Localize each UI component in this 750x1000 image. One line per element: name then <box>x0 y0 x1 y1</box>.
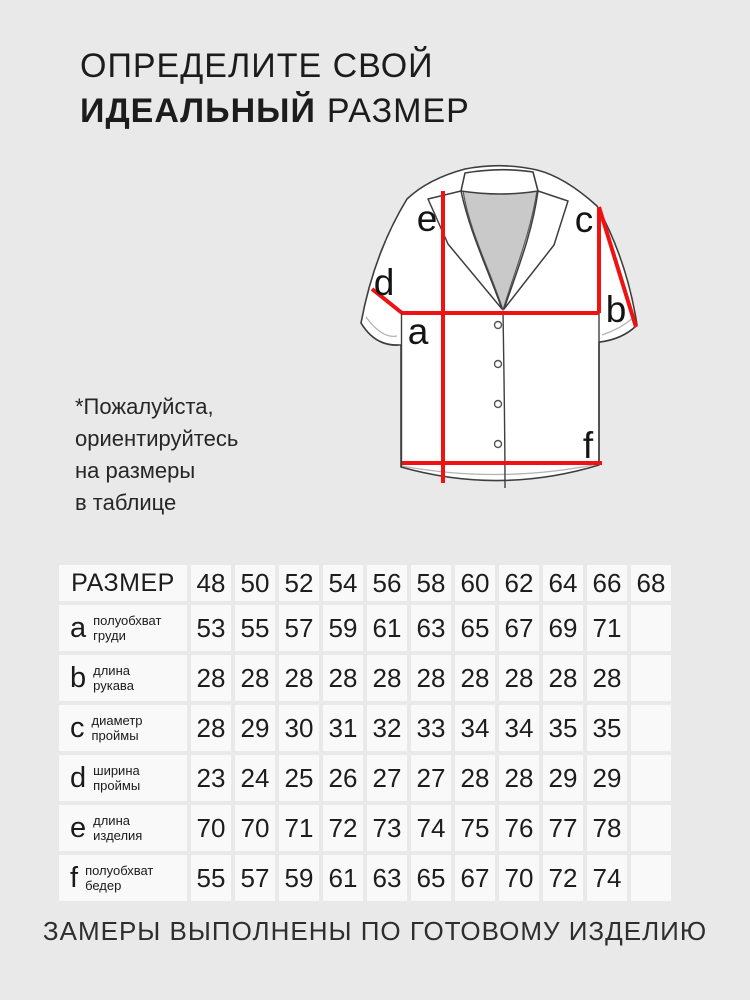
measure-letter-a: a <box>407 311 429 352</box>
measurement-row <box>59 805 671 851</box>
measurement-label-cell <box>59 605 187 651</box>
title-line-2-regular: РАЗМЕР <box>326 92 470 130</box>
size-value-cell: 71 <box>587 605 627 651</box>
size-value-cell: 27 <box>367 755 407 801</box>
measurement-row <box>59 755 671 801</box>
size-value-cell: 73 <box>367 805 407 851</box>
size-column-header: 56 <box>367 565 407 601</box>
size-value-cell: 28 <box>323 655 363 701</box>
size-value-cell <box>631 855 671 901</box>
size-table-body <box>59 605 671 901</box>
size-column-header: 48 <box>191 565 231 601</box>
size-value-cell: 69 <box>543 605 583 651</box>
measurement-letter: a <box>70 611 87 644</box>
note-line: *Пожалуйста, <box>75 394 214 419</box>
measurement-label-cell <box>59 855 187 901</box>
size-value-cell: 55 <box>235 605 275 651</box>
measurement-label-cell <box>59 705 187 751</box>
footer-text: ЗАМЕРЫ ВЫПОЛНЕНЫ ПО ГОТОВОМУ ИЗДЕЛИЮ <box>42 916 708 946</box>
size-value-cell: 28 <box>191 705 231 751</box>
size-column-header: 54 <box>323 565 363 601</box>
measurement-label-cell <box>59 655 187 701</box>
shirt-measurement-diagram <box>330 155 750 545</box>
note-line: на размеры <box>75 458 196 483</box>
size-value-cell: 28 <box>543 655 583 701</box>
size-value-cell <box>631 805 671 851</box>
measurement-row <box>59 855 671 901</box>
size-value-cell: 28 <box>367 655 407 701</box>
size-table-container <box>55 561 675 905</box>
size-value-cell: 57 <box>279 605 319 651</box>
size-table <box>55 561 675 905</box>
measure-letter-c: c <box>574 199 594 240</box>
button-icon <box>495 401 502 408</box>
measure-letter-d: d <box>373 262 395 303</box>
page-title <box>80 44 470 134</box>
size-value-cell: 65 <box>411 855 451 901</box>
button-icon <box>495 361 502 368</box>
size-value-cell: 67 <box>455 855 495 901</box>
size-value-cell <box>631 705 671 751</box>
size-value-cell: 35 <box>543 705 583 751</box>
size-column-header: 64 <box>543 565 583 601</box>
size-value-cell: 29 <box>587 755 627 801</box>
note-text <box>75 391 238 519</box>
size-value-cell: 29 <box>235 705 275 751</box>
size-value-cell: 65 <box>455 605 495 651</box>
measurement-letter: d <box>70 761 87 794</box>
size-value-cell: 31 <box>323 705 363 751</box>
size-value-cell: 34 <box>455 705 495 751</box>
size-value-cell <box>631 605 671 651</box>
size-column-header: 52 <box>279 565 319 601</box>
note-line: ориентируйтесь <box>75 426 239 451</box>
size-value-cell: 59 <box>279 855 319 901</box>
size-value-cell <box>631 755 671 801</box>
size-value-cell: 24 <box>235 755 275 801</box>
size-value-cell: 78 <box>587 805 627 851</box>
measurement-label: длина рукава <box>93 663 134 693</box>
size-value-cell: 28 <box>235 655 275 701</box>
size-value-cell: 28 <box>455 755 495 801</box>
size-value-cell: 57 <box>235 855 275 901</box>
size-column-header: 60 <box>455 565 495 601</box>
size-value-cell: 30 <box>279 705 319 751</box>
title-line-1: ОПРЕДЕЛИТЕ СВОЙ <box>80 47 434 85</box>
size-value-cell: 67 <box>499 605 539 651</box>
size-value-cell: 61 <box>323 855 363 901</box>
size-value-cell: 75 <box>455 805 495 851</box>
measurement-row <box>59 605 671 651</box>
size-value-cell: 59 <box>323 605 363 651</box>
measurement-label-cell <box>59 805 187 851</box>
size-value-cell: 25 <box>279 755 319 801</box>
measurement-letter: f <box>70 861 79 894</box>
size-value-cell: 34 <box>499 705 539 751</box>
size-value-cell: 28 <box>587 655 627 701</box>
size-value-cell: 28 <box>499 655 539 701</box>
measurement-label: ширина проймы <box>93 763 141 793</box>
size-value-cell: 74 <box>587 855 627 901</box>
size-value-cell: 77 <box>543 805 583 851</box>
measurement-row <box>59 655 671 701</box>
size-value-cell: 32 <box>367 705 407 751</box>
size-value-cell: 63 <box>367 855 407 901</box>
measure-letter-f: f <box>582 425 594 466</box>
size-value-cell: 27 <box>411 755 451 801</box>
size-value-cell: 63 <box>411 605 451 651</box>
note-line: в таблице <box>75 490 177 515</box>
size-value-cell: 71 <box>279 805 319 851</box>
size-value-cell: 29 <box>543 755 583 801</box>
size-value-cell: 35 <box>587 705 627 751</box>
measurement-letter: c <box>70 711 85 744</box>
size-value-cell: 28 <box>499 755 539 801</box>
size-value-cell: 28 <box>411 655 451 701</box>
size-value-cell: 28 <box>455 655 495 701</box>
collar-band <box>461 170 538 194</box>
size-header-label: РАЗМЕР <box>59 565 187 601</box>
size-value-cell: 55 <box>191 855 231 901</box>
size-value-cell: 72 <box>323 805 363 851</box>
size-column-header: 62 <box>499 565 539 601</box>
size-value-cell: 74 <box>411 805 451 851</box>
size-value-cell <box>631 655 671 701</box>
size-value-cell: 33 <box>411 705 451 751</box>
measurement-letter: b <box>70 661 87 694</box>
size-value-cell: 23 <box>191 755 231 801</box>
measurement-label: полуобхват бедер <box>85 863 154 893</box>
size-value-cell: 28 <box>191 655 231 701</box>
measure-letter-b: b <box>605 289 627 330</box>
size-value-cell: 28 <box>279 655 319 701</box>
size-table-head-row <box>59 565 671 601</box>
size-column-header: 50 <box>235 565 275 601</box>
measurement-letter: e <box>70 811 87 844</box>
size-value-cell: 70 <box>499 855 539 901</box>
size-column-header: 66 <box>587 565 627 601</box>
size-value-cell: 53 <box>191 605 231 651</box>
measurement-label: полуобхват груди <box>93 613 162 643</box>
size-value-cell: 76 <box>499 805 539 851</box>
size-value-cell: 70 <box>235 805 275 851</box>
button-icon <box>495 441 502 448</box>
size-value-cell: 61 <box>367 605 407 651</box>
measurement-label-cell <box>59 755 187 801</box>
size-column-header: 68 <box>631 565 671 601</box>
measurement-row <box>59 705 671 751</box>
title-line-2-bold: ИДЕАЛЬНЫЙ <box>80 92 316 130</box>
button-icon <box>495 322 502 329</box>
measure-letter-e: e <box>416 198 438 239</box>
measurement-label: диаметр проймы <box>91 713 143 743</box>
size-column-header: 58 <box>411 565 451 601</box>
size-value-cell: 26 <box>323 755 363 801</box>
size-value-cell: 70 <box>191 805 231 851</box>
size-value-cell: 72 <box>543 855 583 901</box>
measurement-label: длина изделия <box>93 813 143 843</box>
